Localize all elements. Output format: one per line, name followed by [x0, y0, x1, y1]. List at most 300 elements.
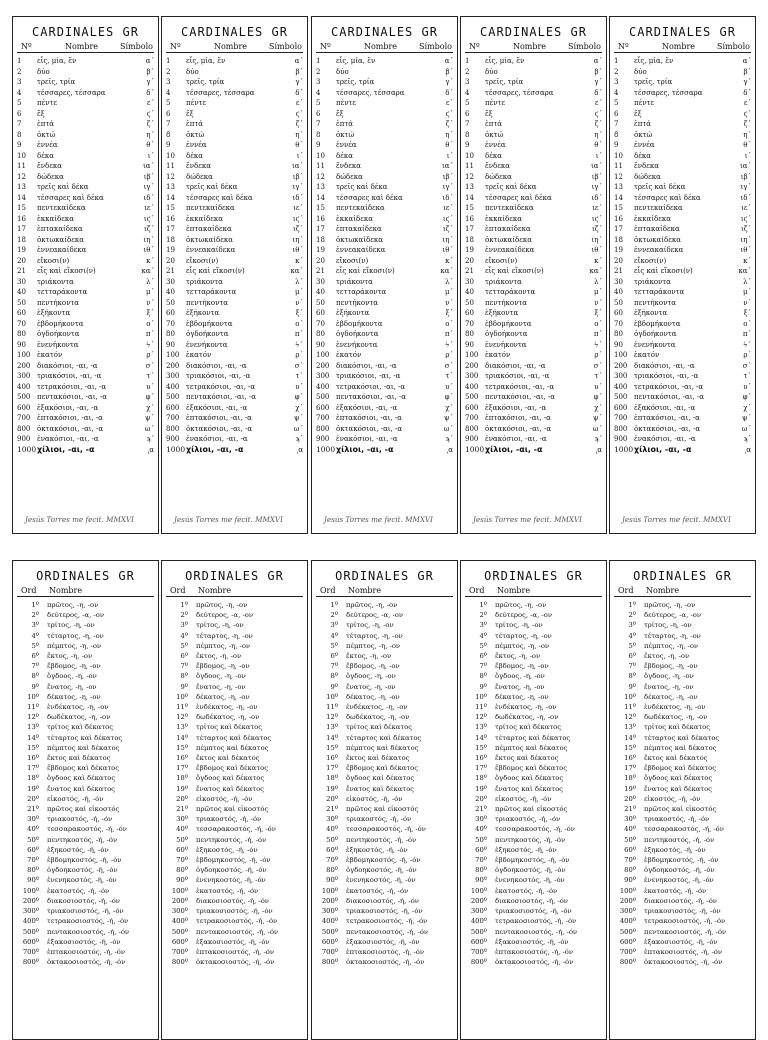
- table-row: [162, 631, 307, 641]
- row-name: τριακοστός, -ή, -όν: [47, 815, 113, 824]
- row-number: 13º: [624, 723, 636, 732]
- table-row: [461, 77, 606, 88]
- header-symbol: Símbolo: [120, 42, 153, 51]
- row-number: 70: [316, 319, 325, 328]
- row-name: χίλιοι, -αι, -α: [634, 444, 692, 454]
- row-name: ἑκατόν: [336, 351, 362, 359]
- row-number: 100º: [619, 886, 636, 895]
- footer-credit: Jesús Torres me fecit. MMXVI: [622, 515, 732, 524]
- row-symbol: ιβ´: [591, 172, 602, 181]
- row-number: 7º: [628, 662, 636, 671]
- header-name: Nombre: [213, 42, 248, 51]
- row-number: 500: [316, 393, 330, 401]
- table-row: [13, 937, 158, 947]
- row-symbol: φ´: [742, 393, 751, 401]
- row-name: δέκατος, -η, -ον: [196, 692, 250, 701]
- row-symbol: ψ´: [593, 414, 602, 422]
- row-number: 200º: [321, 896, 338, 905]
- row-number: 60: [614, 309, 623, 317]
- table-row: [312, 794, 457, 804]
- row-name: τριακοστός, -ή, -όν: [644, 815, 710, 824]
- row-symbol: ι´: [446, 151, 453, 160]
- row-name: ὀκτώ: [634, 130, 653, 139]
- row-name: διακοσιοστός, -ή, -όν: [644, 896, 717, 905]
- row-number: 19: [17, 246, 26, 254]
- row-symbol: π´: [593, 330, 602, 338]
- row-symbol: ͵α: [744, 445, 751, 454]
- row-symbol: χ´: [295, 403, 303, 412]
- row-symbol: ψ´: [294, 414, 303, 422]
- row-name: τριακόσιοι, -αι, -α: [634, 372, 699, 380]
- row-number: 8º: [479, 672, 487, 681]
- row-symbol: ϟ´: [444, 340, 453, 349]
- row-symbol: ιϛ´: [740, 214, 751, 223]
- row-name: ἑβδομήκοντα: [336, 319, 383, 328]
- row-number: 17: [17, 225, 26, 233]
- row-name: δέκατος, -η, -ον: [644, 692, 698, 701]
- row-number: 90º: [27, 876, 39, 885]
- table-row: [312, 245, 457, 256]
- table-row: [312, 631, 457, 641]
- table-row: [312, 814, 457, 824]
- table-row: [461, 712, 606, 722]
- table-row: [13, 875, 158, 885]
- table-row: [162, 56, 307, 67]
- row-number: 7: [614, 120, 619, 128]
- row-name: τετταράκοντα: [37, 288, 88, 296]
- table-row: [162, 875, 307, 885]
- row-number: 18: [465, 235, 474, 244]
- row-symbol: ψ´: [742, 414, 751, 422]
- row-name: ὀγδοηκοστός, -ή, -όν: [196, 866, 267, 875]
- row-symbol: κ´: [594, 256, 602, 265]
- row-symbol: ιθ´: [740, 246, 751, 254]
- row-symbol: ε´: [594, 99, 602, 107]
- table-row: [312, 886, 457, 896]
- row-name: ἔνατος καὶ δέκατος: [47, 784, 115, 793]
- table-row: [162, 172, 307, 183]
- table-row: [461, 235, 606, 246]
- row-symbol: ιε´: [592, 204, 602, 212]
- row-symbol: ιγ´: [442, 183, 453, 191]
- table-header: [17, 42, 154, 53]
- row-symbol: ξ´: [445, 309, 453, 317]
- table-row: [13, 671, 158, 681]
- row-name: ἑπτά: [634, 120, 651, 128]
- table-row: [13, 203, 158, 214]
- table-row: [162, 682, 307, 692]
- row-name: ἑξήκοντα: [336, 309, 370, 317]
- row-name: ἑπτά: [186, 120, 203, 128]
- row-symbol: ιϛ´: [442, 214, 453, 223]
- row-number: 10: [316, 151, 325, 160]
- table-row: [461, 67, 606, 78]
- row-number: 80: [17, 330, 26, 338]
- row-number: 300: [465, 372, 479, 380]
- table-row: [461, 109, 606, 120]
- row-number: 2: [465, 67, 470, 76]
- row-number: 100: [17, 351, 31, 359]
- table-row: [13, 434, 158, 445]
- table-row: [162, 277, 307, 288]
- row-symbol: ω´: [443, 424, 453, 433]
- row-number: 700º: [171, 947, 188, 956]
- row-symbol: π´: [294, 330, 303, 338]
- table-row: [162, 235, 307, 246]
- row-symbol: α´: [593, 57, 602, 65]
- row-number: 18: [614, 235, 623, 244]
- row-number: 1: [316, 57, 321, 65]
- row-symbol: ι´: [147, 151, 154, 160]
- row-number: 16º: [27, 754, 39, 763]
- row-name: τέταρτος καὶ δέκατος: [47, 733, 123, 742]
- row-number: 90: [316, 340, 325, 349]
- table-row: [610, 865, 755, 875]
- row-number: 300º: [321, 907, 338, 916]
- table-row: [312, 763, 457, 773]
- row-number: 15: [316, 204, 325, 212]
- row-name: τριακοστός, -ή, -όν: [495, 815, 561, 824]
- table-row: [13, 743, 158, 753]
- row-name: δωδέκατος, -η, -ον: [47, 713, 111, 722]
- row-number: 11º: [27, 703, 39, 712]
- row-number: 1000: [465, 444, 485, 454]
- row-name: τέταρτος καὶ δέκατος: [346, 733, 422, 742]
- row-number: 12º: [326, 713, 338, 722]
- row-symbol: ιζ´: [740, 225, 751, 233]
- row-number: 90: [465, 340, 474, 349]
- table-row: [162, 702, 307, 712]
- table-row: [312, 947, 457, 957]
- table-row: [312, 855, 457, 865]
- table-row: [461, 193, 606, 204]
- table-row: [312, 256, 457, 267]
- row-number: 14º: [176, 733, 188, 742]
- table-row: [461, 392, 606, 403]
- row-number: 80º: [624, 866, 636, 875]
- row-number: 500º: [321, 927, 338, 936]
- card-title: ORDINALES GR: [633, 569, 732, 583]
- row-name: ἑκκαίδεκα: [336, 214, 373, 223]
- row-number: 10: [465, 151, 474, 160]
- table-row: [312, 600, 457, 610]
- row-number: 30: [614, 277, 623, 286]
- table-row: [610, 784, 755, 794]
- footer-credit: Jesús Torres me fecit. MMXVI: [25, 515, 135, 524]
- row-name: ὀκτωκαίδεκα: [336, 235, 383, 244]
- row-name: ἔνατος καὶ δέκατος: [346, 784, 414, 793]
- row-name: ἔνατος καὶ δέκατος: [196, 784, 264, 793]
- table-row: [610, 886, 755, 896]
- table-row: [610, 671, 755, 681]
- row-symbol: φ´: [444, 393, 453, 401]
- row-name: ὀκτακόσιοι, -αι, -α: [634, 424, 701, 433]
- row-name: ἕξ: [336, 109, 344, 118]
- row-name: εἰκοστός, -ή, -όν: [495, 794, 552, 803]
- table-row: [610, 140, 755, 151]
- row-symbol: ιγ´: [740, 183, 751, 191]
- table-row: [162, 130, 307, 141]
- table-row: [13, 824, 158, 834]
- row-name: εἴκοσι(ν): [485, 256, 518, 265]
- table-row: [461, 361, 606, 372]
- row-number: 800: [166, 424, 180, 433]
- card-title: CARDINALES GR: [331, 25, 438, 39]
- row-number: 600: [316, 403, 330, 412]
- row-symbol: β´: [146, 67, 154, 76]
- row-number: 21º: [624, 805, 636, 814]
- row-number: 800º: [619, 958, 636, 967]
- row-name: πεντακοσιοστός, -ή, -όν: [644, 927, 727, 936]
- row-name: πεντήκοντα: [634, 298, 676, 307]
- row-name: πεντακόσιοι, -αι, -α: [634, 393, 704, 401]
- row-number: 80: [614, 330, 623, 338]
- table-row: [610, 245, 755, 256]
- table-row: [162, 98, 307, 109]
- row-name: τετρακοσιοστός, -ή, -όν: [346, 917, 428, 926]
- row-name: ἔνατος, -η, -ον: [196, 682, 246, 691]
- row-name: ἕβδομος καὶ δέκατος: [644, 764, 717, 773]
- row-number: 16º: [624, 754, 636, 763]
- row-number: 40º: [326, 825, 338, 834]
- row-name: τετρακόσιοι, -αι, -α: [485, 382, 555, 391]
- row-name: ἕκτος, -η, -ον: [644, 652, 690, 661]
- row-name: ὀκτώ: [186, 130, 205, 139]
- row-number: 5º: [330, 641, 338, 650]
- row-symbol: δ´: [743, 88, 751, 97]
- row-number: 500: [166, 393, 180, 401]
- row-number: 4: [316, 88, 321, 97]
- row-symbol: ψ´: [444, 414, 453, 422]
- row-number: 18º: [624, 774, 636, 783]
- row-symbol: ιε´: [144, 204, 154, 212]
- row-symbol: σ´: [444, 361, 453, 370]
- row-name: πεντακόσιοι, -αι, -α: [336, 393, 406, 401]
- row-number: 18º: [27, 774, 39, 783]
- row-number: 200º: [22, 896, 39, 905]
- row-number: 800: [465, 424, 479, 433]
- row-name: ἑξήκοντα: [634, 309, 668, 317]
- row-name: πέντε: [485, 99, 505, 107]
- row-symbol: ω´: [741, 424, 751, 433]
- row-number: 3º: [330, 621, 338, 630]
- table-row: [461, 214, 606, 225]
- table-row: [461, 287, 606, 298]
- row-name: ἑξακόσιοι, -αι, -α: [485, 403, 547, 412]
- row-number: 7º: [180, 662, 188, 671]
- row-number: 3: [166, 78, 171, 86]
- table-row: [13, 445, 158, 456]
- row-number: 18: [166, 235, 175, 244]
- row-name: ἑπτακοσιοστός, -ή, -όν: [47, 947, 126, 956]
- table-row: [13, 814, 158, 824]
- row-number: 6: [465, 109, 470, 118]
- row-number: 11º: [475, 703, 487, 712]
- table-row: [610, 937, 755, 947]
- row-name: πεντακοσιοστός, -ή, -όν: [346, 927, 429, 936]
- row-number: 3º: [31, 621, 39, 630]
- row-number: 80º: [27, 866, 39, 875]
- row-name: ἑβδομήκοντα: [186, 319, 233, 328]
- row-name: διακοσιοστός, -ή, -όν: [47, 896, 120, 905]
- row-name: δύο: [336, 67, 349, 76]
- row-number: 2º: [330, 611, 338, 620]
- row-number: 14: [465, 193, 474, 202]
- table-row: [312, 161, 457, 172]
- table-row: [461, 119, 606, 130]
- row-name: πέμπτος, -η, -ον: [47, 641, 102, 650]
- row-symbol: ιθ´: [143, 246, 154, 254]
- row-name: τρεῖς καὶ δέκα: [634, 183, 686, 191]
- row-number: 70: [465, 319, 474, 328]
- row-name: ἕκτος καὶ δέκατος: [346, 754, 410, 763]
- row-number: 1: [614, 57, 619, 65]
- table-row: [13, 692, 158, 702]
- row-name: ἑβδομήκοντα: [634, 319, 681, 328]
- table-row: [312, 67, 457, 78]
- table-row: [461, 403, 606, 414]
- row-number: 700: [166, 414, 180, 422]
- row-number: 60º: [27, 845, 39, 854]
- row-name: ἑπτακόσιοι, -αι, -α: [634, 414, 700, 422]
- row-name: ἕκτος, -η, -ον: [47, 652, 93, 661]
- table-row: [312, 130, 457, 141]
- row-name: ἕξ: [634, 109, 642, 118]
- ordinal-card: [311, 560, 458, 1040]
- row-symbol: κα´: [440, 267, 453, 275]
- table-row: [162, 308, 307, 319]
- row-name: ἑπτακοσιοστός, -ή, -όν: [495, 947, 574, 956]
- row-symbol: ιη´: [740, 235, 751, 244]
- row-name: ἔνατος, -η, -ον: [644, 682, 694, 691]
- row-name: πεντήκοντα: [186, 298, 228, 307]
- table-row: [162, 119, 307, 130]
- row-name: τρεῖς, τρία: [634, 78, 673, 86]
- row-name: δώδεκα: [37, 172, 64, 181]
- row-number: 13: [614, 183, 623, 191]
- row-number: 800: [614, 424, 628, 433]
- row-name: ἑξακόσιοι, -αι, -α: [37, 403, 99, 412]
- row-symbol: λ´: [295, 277, 303, 286]
- row-number: 18: [316, 235, 325, 244]
- row-symbol: ν´: [594, 298, 602, 307]
- table-row: [13, 651, 158, 661]
- table-row: [312, 98, 457, 109]
- table-row: [162, 886, 307, 896]
- row-symbol: ϛ´: [295, 109, 303, 118]
- row-symbol: ιβ´: [442, 172, 453, 181]
- row-number: 50: [166, 298, 175, 307]
- row-symbol: ρ´: [295, 351, 303, 359]
- row-number: 40: [316, 288, 325, 296]
- row-name: ὄγδοος, -η, -ον: [47, 672, 97, 681]
- row-symbol: χ´: [594, 403, 602, 412]
- row-symbol: ω´: [592, 424, 602, 433]
- row-symbol: υ´: [295, 382, 303, 391]
- row-number: 14: [614, 193, 623, 202]
- row-number: 18: [17, 235, 26, 244]
- row-number: 100: [316, 351, 330, 359]
- table-row: [610, 203, 755, 214]
- row-number: 90º: [326, 876, 338, 885]
- row-symbol: ια´: [591, 162, 602, 170]
- table-row: [610, 224, 755, 235]
- row-number: 100: [614, 351, 628, 359]
- table-row: [610, 712, 755, 722]
- row-name: ἐννέα: [186, 141, 207, 149]
- row-symbol: ιβ´: [740, 172, 751, 181]
- table-row: [13, 361, 158, 372]
- row-number: 14º: [475, 733, 487, 742]
- table-row: [312, 937, 457, 947]
- table-row: [461, 753, 606, 763]
- row-number: 100: [465, 351, 479, 359]
- header-name: Nombre: [348, 586, 382, 595]
- table-row: [461, 773, 606, 783]
- row-symbol: θ´: [146, 141, 154, 149]
- row-name: ὀκτακοσιοστός, -ή, -όν: [47, 958, 126, 967]
- row-name: ὀγδοηκοστός, -ή, -όν: [644, 866, 715, 875]
- table-row: [162, 620, 307, 630]
- row-number: 13º: [27, 723, 39, 732]
- row-name: τέσσαρες, τέσσαρα: [336, 88, 405, 97]
- table-row: [162, 109, 307, 120]
- row-number: 1: [465, 57, 470, 65]
- header-name: Nombre: [64, 42, 99, 51]
- row-name: δωδέκατος, -η, -ον: [346, 713, 410, 722]
- row-number: 6: [166, 109, 171, 118]
- table-row: [13, 702, 158, 712]
- row-name: ἑξακόσιοι, -αι, -α: [634, 403, 696, 412]
- table-row: [610, 214, 755, 225]
- row-symbol: ω´: [293, 424, 303, 433]
- row-name: ἑξηκοστός, -ή, -όν: [47, 845, 109, 854]
- row-name: ὀκτωκαίδεκα: [37, 235, 84, 244]
- row-number: 18º: [475, 774, 487, 783]
- row-symbol: ξ´: [594, 309, 602, 317]
- footer-credit: Jesús Torres me fecit. MMXVI: [324, 515, 434, 524]
- table-row: [162, 329, 307, 340]
- row-number: 6º: [479, 652, 487, 661]
- row-number: 90º: [176, 876, 188, 885]
- table-row: [13, 403, 158, 414]
- table-row: [461, 434, 606, 445]
- table-row: [312, 845, 457, 855]
- row-number: 40: [614, 288, 623, 296]
- row-number: 90º: [624, 876, 636, 885]
- row-name: τριάκοντα: [485, 277, 522, 286]
- table-row: [461, 172, 606, 183]
- table-row: [312, 172, 457, 183]
- row-name: τρίτος καὶ δέκατος: [495, 723, 562, 732]
- row-name: τέσσαρες καὶ δέκα: [634, 193, 701, 202]
- row-number: 5º: [628, 641, 636, 650]
- table-row: [13, 906, 158, 916]
- row-number: 60: [166, 309, 175, 317]
- table-row: [162, 722, 307, 732]
- row-symbol: η´: [146, 130, 154, 139]
- header-name: Nombre: [49, 586, 83, 595]
- row-symbol: δ´: [445, 88, 453, 97]
- table-row: [312, 340, 457, 351]
- row-number: 4º: [31, 631, 39, 640]
- row-name: πέμπτος καὶ δέκατος: [644, 743, 717, 752]
- row-name: ἕνδεκα: [485, 162, 510, 170]
- row-symbol: ιϛ´: [292, 214, 303, 223]
- row-name: ἑπτακαίδεκα: [485, 225, 531, 233]
- row-number: 11º: [326, 703, 338, 712]
- table-row: [162, 743, 307, 753]
